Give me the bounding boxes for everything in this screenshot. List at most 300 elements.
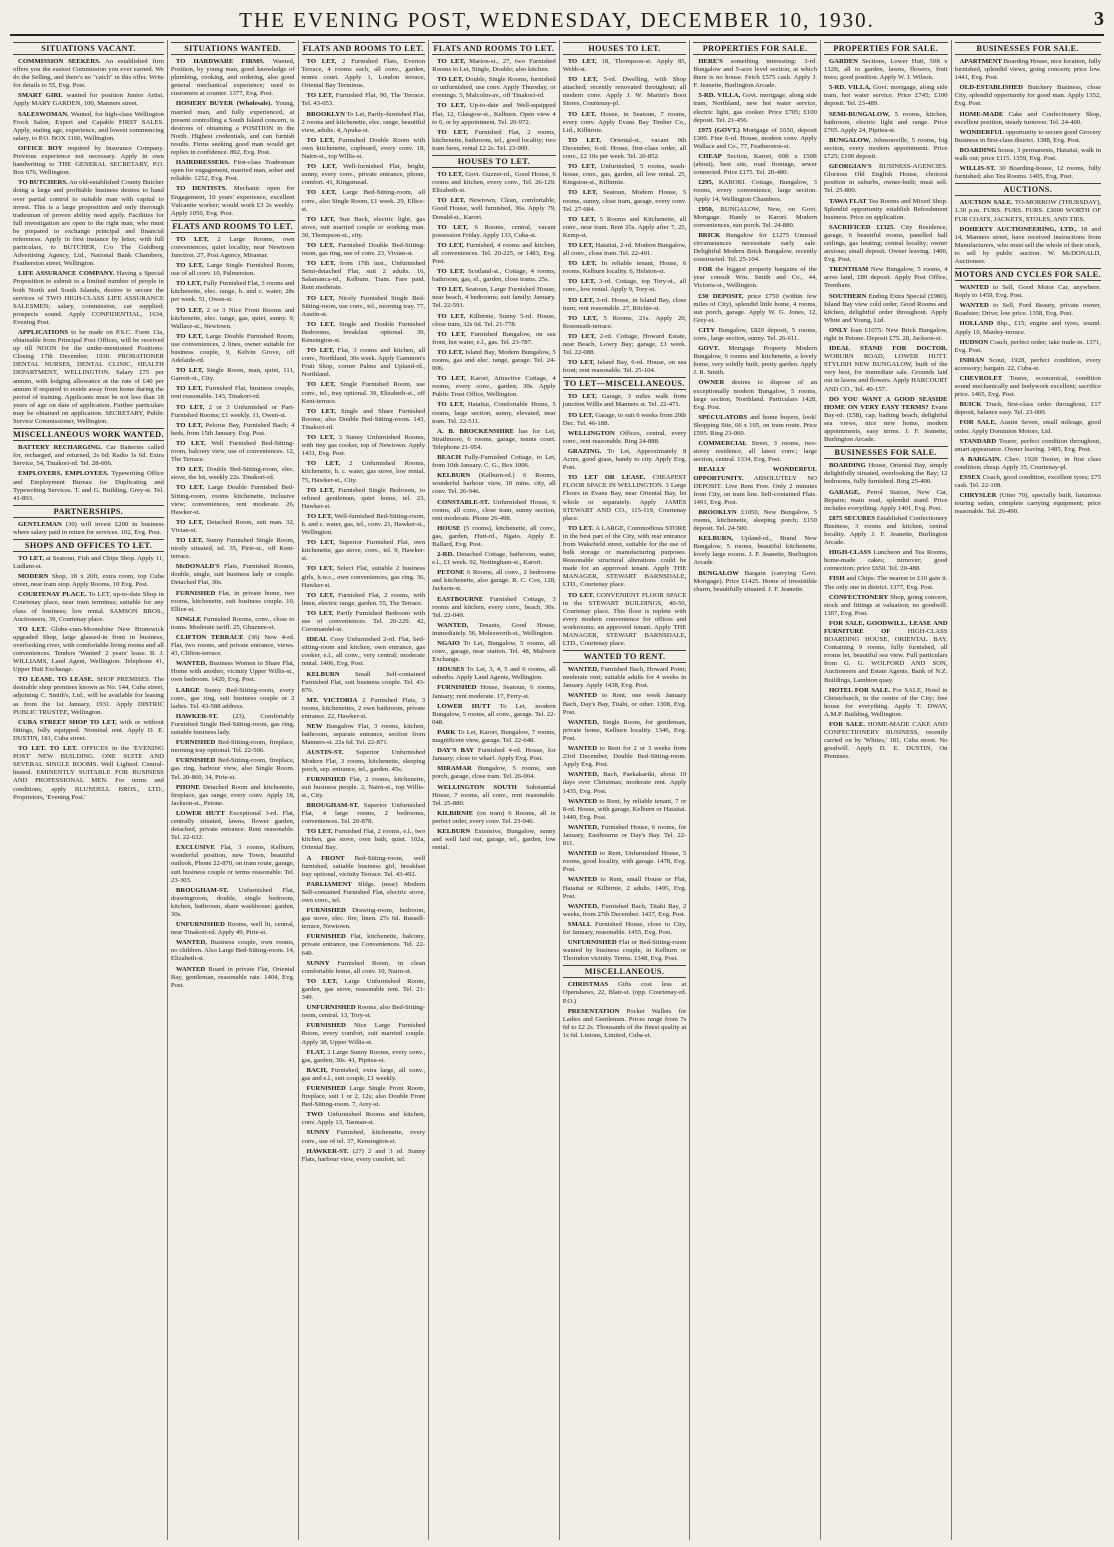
classified-ad [824, 198, 948, 222]
ad-lead: KELBURN [437, 472, 471, 480]
ad-body: Exceptional 3-rd. Flat, centrally situated, lawns, flower garden, detached, private entrance. Rent reasonable. Tel. 22-632. [170, 809, 295, 842]
ad-lead: TO LET, [306, 828, 333, 836]
section-heading: PROPERTIES FOR SALE. [693, 42, 817, 55]
classified-ad [302, 539, 426, 563]
ad-body: Furnished Double Room with own kitchenette, cupboard, every conv. 18, Nairn-st., top Willis-st. [301, 136, 426, 161]
classified-ad [432, 729, 556, 745]
section-heading: TO LET—MISCELLANEOUS. [564, 379, 685, 389]
ad-body: Garage, to suit 6 weeks from 20th Dec. Tel. 46-188. [562, 411, 687, 427]
ad-body: Furnished Rooms, conv., close to trams. Moderate tariff. 25, Ghuznee-st. [170, 615, 295, 631]
ad-lead: TRENTHAM [828, 266, 869, 274]
classified-ad [693, 153, 817, 177]
column-1 [10, 40, 168, 1540]
masthead-title: THE EVENING POST, WEDNESDAY, DECEMBER 10, 1930. [239, 8, 875, 32]
ad-lead: EMPLOYERS, EMPLOYEES. [18, 470, 109, 478]
ad-lead: MODERN [18, 573, 49, 581]
ad-lead: WONDERFUL [959, 128, 1004, 136]
ad-body: Hataitai, Comfortable Home, 5 rooms, large section, sunny, elevated, near tram. Tel. 22-511. [432, 401, 556, 425]
ad-body: Johnsonville, 5 rooms, big section, every modern appointment. Price £725; £100 deposit. [823, 136, 948, 161]
ad-lead: TO LET, [437, 197, 466, 205]
ad-body: Single Room, man, quiet, 111, Garrett-st., City. [170, 367, 295, 383]
ad-body: To Let, Partly-furnished Flat, 2 rooms and kitchenette, elec. range, beautiful view, adults. 4, Apuka-st. [301, 110, 426, 134]
ad-lead: TO LET, [567, 260, 597, 268]
ad-lead: HOUSES [437, 666, 465, 674]
classified-ad [955, 84, 1101, 108]
classified-ad [302, 260, 426, 292]
ad-lead: AUSTIN-ST. [306, 749, 344, 757]
ad-body: Govt. mortgage, along side tram, hot water service. Price £745; £100 deposit. Tel. 23-489. [823, 84, 948, 108]
ad-body: 30 Boarding-house, 12 rooms, fully furnished; also Tea Rooms. 1405, Evg. Post. [954, 165, 1101, 181]
ad-body: Drawing-room, bedroom, gas stove, elec. fire, linen. 27s 6d. Russell-terrace, Newtown. [301, 907, 426, 931]
section-heading: SHOPS AND OFFICES TO LET. [13, 539, 164, 552]
ad-body: An established firm offers you the easiest Commission you ever earned. We do the Selling, and there's no "catch" in this offer. Write for details to 55, Evg. Post. [13, 58, 164, 90]
ad-body: Superior Unfurnished Modern Flat, 3 rooms, kitchenette, sleeping porch, sep. entrance, tel., garden. 45s. [301, 749, 426, 773]
classified-ad [13, 521, 164, 537]
classified-ad [432, 703, 556, 727]
section-heading: FLATS AND ROOMS TO LET. [433, 44, 555, 53]
classified-ad [13, 329, 164, 426]
ad-body: Boarding House, nice location, fully furnished, splendid views, going concern; price low. 1441, Evg. Post. [954, 58, 1101, 82]
ad-body: to Rent, one week January Bach, Day's Bay, Titahi, or other. 1308, Evg. Post. [562, 692, 687, 716]
classified-ad [563, 333, 687, 357]
ad-lead: TO LET, [567, 58, 597, 65]
classified-ad [432, 242, 556, 266]
classified-ad [693, 293, 817, 325]
classified-ad [824, 489, 948, 513]
ad-body: A LARGE, Commodious STORE in the best part of the City, with rear entrance from Wakefield street, suitable for the use of bulk storage or manufacturing purposes. Reasonable structural alterations could be made for an approved tenant. Apply THE MANAGER, STEWART BARNSDALE, LTD., Courtenay place. [562, 524, 687, 589]
ad-body: Well Furnished Bed-Sitting-room, balcony view, use of conveniences. 12, The Terrace. [170, 439, 295, 464]
classified-ad [955, 226, 1101, 266]
classified-ad [955, 284, 1101, 300]
ad-lead: TO LET, [437, 268, 465, 276]
classified-ad [302, 408, 426, 432]
ad-lead: PRESENTATION [567, 1007, 620, 1015]
ad-body: To Let, Bungalow, 5 rooms, all conv., garage, near station. Tel. 48, Malvern Exchange. [432, 640, 556, 664]
ad-body: required by Insurance Company. Previous experience not necessary. Apply in own handwriting to THE GENERAL SECRETARY, P.O. Box 676, Wellington. [13, 144, 164, 177]
classified-ad [432, 76, 556, 100]
classified-ad [693, 440, 817, 464]
ad-body: 6 Rooms, all conv., 2 bedrooms and kitchenette, also garage. R. C. Cox, 128, Jackson-st. [432, 569, 556, 593]
ad-lead: WANTED [567, 850, 598, 858]
ad-body: BUNGALOW, New, on Govt. Mortgage. Handy to Karori. Modern conveniences, sun porch. Tel. 24-880. [693, 205, 817, 229]
classified-ad [171, 307, 295, 331]
ad-body: Up-to-date and Well-equipped Flat, 12, Glasgow-st., Kelburn. Open view 4 to 6, or by appointment. Tel. 20-972. [432, 102, 556, 126]
ad-lead: TO LET, [437, 76, 464, 84]
ad-lead: HERE'S [698, 58, 723, 65]
classified-ad [563, 798, 687, 822]
section-heading: FLATS AND ROOMS TO LET. [172, 221, 294, 231]
ad-lead: SMALL [567, 920, 592, 928]
classified-ad [563, 278, 687, 294]
ad-body: Gifts cost less at Openshaws, 22, Blair-st. (opp. Courtenay-rd. P.O.) [562, 981, 687, 1005]
classified-ad [693, 266, 817, 290]
ad-body: First-class Tradesman open for engagement, married man, sober and reliable. 1252, Evg. Post. [170, 159, 295, 183]
classified-ad [955, 129, 1101, 145]
ad-lead: DOHERTY AUCTIONEERING, LTD., [959, 225, 1077, 233]
classified-ad [13, 270, 164, 327]
ad-body: Ending Extra Special (£980), Island Bay view cold order, Good Rooms and kitchen, delightful order throughout. Apply White and Young, Ltd. [823, 292, 948, 324]
ad-body: Bed-Sitting-room, fireplace, morning tray optional. Tel. 22-506. [170, 739, 295, 755]
ad-lead: TO LET. TO LET. [18, 745, 78, 753]
ad-body: Globe-cum-Moonshine New Brunswick upgraded Shop, large glassed-in front in business, overlooking river, with comfortable living rooms and all conveniences. Tenders 'Wanted' 2 years' lease. B. J. WILLIAMS, Land Agent, Wellington. Telephone 41, Upper Hutt Exchange. [13, 625, 164, 674]
ad-lead: PHONE [175, 783, 200, 791]
ad-body: KARORI. Cottage, Bungalow, 3 rooms, every convenience, large section. Apply 14, Wellington Chambers. [693, 179, 817, 203]
ad-lead: PETONE [437, 569, 465, 577]
ad-body: Large Single Front Room, fireplace, suit 1 or 2, 12s; also Double Front Bed-Sitting-room. 7, Arey-st. [301, 1084, 426, 1109]
ad-lead: TO LET, [567, 189, 598, 197]
ad-body: For SALE, Hotel in Christchurch, in the centre of the City; free house for everything. Apply T. DWAY, A.M.P. Building, Wellington. [823, 686, 948, 718]
section-heading: MISCELLANEOUS WORK WANTED. [13, 430, 164, 440]
ad-body: Furnished Bach, Titahi Bay, 2 weeks, from 27th December. 1437, Evg. Post. [562, 902, 687, 918]
ad-body: Detached Room, suit man. 32, Vivian-st. [170, 518, 295, 534]
ad-body: loan £1075: New Brick Bungalow, right in Petone. Deposit £75. 28, Jackson-st. [823, 326, 948, 342]
classified-ad [563, 242, 687, 258]
ad-body: Evans Bay-rd. (£58), cap, bathing beach, delightful sea views, nice new home, modern appointments, easy terms. J. F. Jeanette, Burlington Arcade. [823, 403, 948, 444]
section-heading: WANTED TO RENT. [563, 650, 687, 663]
classified-ad [13, 745, 164, 802]
ad-body: 2 Large Rooms, own conveniences, quiet locality, near Newtown Junction. 27, Post Agency, Miramar. [170, 235, 295, 259]
ad-body: 2 Unfurnished Rooms, kitchenette, h. c. water, gas stove, low rental. 75, Hawker-st., City. [301, 460, 426, 484]
ad-lead: APARTMENT [959, 58, 1002, 65]
classified-ad [693, 58, 817, 90]
ad-body: 18, Thompson-st. Apply 85, Webb-st. [562, 58, 687, 74]
classified-ad [432, 810, 556, 826]
ad-lead: TO LET, [306, 407, 336, 415]
section-heading: FLATS AND ROOMS TO LET. [302, 44, 424, 53]
ad-lead: BOARDING [828, 462, 866, 470]
ad-lead: TO LET, [175, 262, 204, 270]
ad-body: Island Bay, 6-rd. House, on sea front; rent reasonable. Tel. 25-104. [562, 359, 687, 375]
ad-body: Mortgage of £650, deposit £300. Fine 6-rd. House, modern conv. Apply Wallace and Co., 77, Featherston-st. [693, 126, 817, 150]
ad-body: Furnished Flat, business couple, rent reasonable. 143, Tinakori-rd. [170, 385, 295, 401]
ad-body: Mortgage Property Modern Bungalow, 6 rooms and kitchenette, a lovely home, very solidly built, pretty garden. Apply J. R. Smith. [693, 345, 817, 377]
ad-lead: TO LET, [567, 163, 597, 171]
classified-ad [302, 610, 426, 634]
ad-lead: £950, [698, 205, 714, 213]
classified-ad [302, 828, 426, 852]
ad-body: Offices, central, every conv., rent reasonable. Ring 24-888. [562, 429, 687, 445]
ad-body: Rooms, well lit, central, near Tinakori-rd. Apply 49, Pirie-st. [170, 921, 295, 937]
ad-lead: £975 (GOVT.) [698, 126, 740, 134]
ad-lead: CHEVROLET [959, 375, 1003, 382]
classified-ad [432, 268, 556, 284]
classified-ad [302, 347, 426, 379]
page-number: 3 [1094, 8, 1104, 30]
ad-lead: TO LET, [175, 385, 203, 393]
ad-lead: WANTED, [567, 666, 599, 674]
ad-lead: TO BUTCHERS. [18, 179, 68, 187]
classified-ad [693, 232, 817, 264]
classified-ad [955, 147, 1101, 163]
section-heading: HOUSES TO LET. [563, 42, 687, 55]
classified-ad [302, 1067, 426, 1083]
ad-body: Flat, 2 rooms, kitchenette, suit business people. 2, Nairn-st., top Willis-st., City. [301, 775, 426, 799]
ad-body: HIGH-CLASS BOARDING HOUSE, ORIENTAL BAY. Containing 9 rooms, fully furnished, all rooms let, beautiful sea view. Full particulars from G. G. WOLFORD AND SON, Auctioneers and Estate Agents, Bank of N.Z. Buildings, Lambton quay. [823, 628, 948, 684]
ad-body: Well-furnished Bed-Sitting-room, h. and c. water, gas, tel., conv. 21, Hawker-st., Wellington. [301, 512, 426, 537]
classified-ad [563, 58, 687, 74]
ad-body: opportunity to secure good Grocery Business in first-class district. 1388, Evg. Post. [954, 128, 1101, 144]
classified-ad [432, 551, 556, 567]
ad-body: 2 Furnished Flats, 3 rooms, kitchenettes, 2 own bathroom, private entrance. 22, Hawker-st. [301, 696, 426, 721]
ad-lead: HOUSE [437, 524, 461, 532]
ad-lead: WANTED, [567, 823, 599, 831]
ad-body: ABSOLUTELY NO DEPOSIT. Live Rent Free. Only 2 minutes from City, on tram line. Self-contained Flats. 1491, Evg. Post. [693, 474, 817, 506]
ad-body: Furnished Flat, 2 rooms, with linen, electric range, garden. 55, The Terrace. [301, 591, 426, 607]
ad-lead: HIGH-CLASS [828, 549, 871, 557]
ad-lead: GENTLEMAN [18, 520, 62, 528]
ad-body: To LET, up-to-date Shop in Courtenay place, near tram terminus; suitable for any class of business; low rental. SAMSON BROS., Auctioneers, 39, Courtenay place. [13, 591, 164, 623]
ad-body: Scotland-st., Cottage, 4 rooms, bathroom, gas, el., garden, close trams. 25s. [432, 268, 556, 284]
classified-ad [302, 189, 426, 213]
ad-body: CONVENIENT FLOOR SPACE in the STEWART BUILDINGS, 40-50, Courtenay place. This floor is replete with every modern convenience for offices and workrooms; an approved tenant. Apply THE MANAGER, STEWART BARNSDALE, LTD., Courtenay place. [562, 591, 687, 648]
ad-lead: 5-RD. VILLA, [698, 92, 741, 100]
ad-lead: TO LET, [306, 294, 335, 302]
ad-lead: MIRAMAR [437, 765, 472, 773]
ad-lead: BUNGALOW, [828, 136, 871, 144]
classified-ad [824, 575, 948, 591]
ad-body: Established Confectionery Business, 3 rooms and kitchen, central locality. Apply J. F. Jeanette, Burlington Arcade. [823, 514, 948, 547]
classified-ad [693, 327, 817, 343]
classified-ad [563, 692, 687, 716]
ad-lead: TO LET, [437, 312, 466, 320]
classified-ad [302, 697, 426, 721]
section-heading: SITUATIONS WANTED. [171, 42, 295, 55]
ad-body: 2 Large Sunny Rooms, every conv., gas, garden; 30s. 41, Pipitea-st. [301, 1048, 426, 1064]
column-3 [299, 40, 430, 1540]
ad-lead: TO LET, [437, 348, 464, 356]
classified-ad [302, 723, 426, 747]
ad-lead: TO LET, [437, 286, 464, 294]
ad-body: House, Seatoun, 6 rooms, January; rent moderate. 17, Ferry-st. [432, 684, 556, 700]
classified-ad [693, 535, 817, 567]
ad-body: Garage, 3 miles walk from junction Willis and Manners st. Tel. 22-471. [562, 393, 687, 409]
ad-lead: FURNISHED [437, 684, 477, 692]
ad-body: Large Bed-Sitting-room, all conv., also Single Room, £1 week. 29, Ellice-st. [301, 189, 426, 213]
ad-lead: £295, [698, 179, 714, 187]
classified-ad [302, 381, 426, 405]
classified-ad [171, 634, 295, 658]
ad-lead: STANDARD [959, 437, 997, 445]
ad-lead: WELLINGTON SOUTH [437, 783, 517, 791]
classified-ad [432, 171, 556, 195]
ad-body: to be made on P.S.C. Form 13a, obtainable from Principal Post Offices, will be received up till NOON for the under-mentioned Positions: Closing 17th December, 1930. PROBATIONER DENTAL NURSES, DENTAL CLINIC, HEALTH DEPARTMENT, WELLINGTON. Salary £75 per annum, with lodging allowance at the rate of £40 per annum if required to reside away from home during the period of training. Applicants must be not less than 18 years of age on date of application. Further particulars may be obtained on application. SECRETARY, Public Service Commissioner, Wellington. [13, 329, 164, 426]
ad-body: Single and Share Furnished Rooms; also Double Bed-Sitting-room. 143, Tinakori-rd. [301, 407, 426, 431]
ad-body: To Let, Karori, Bungalow, 7 rooms, magnificent view, garage. Tel. 22-648. [432, 728, 556, 745]
ad-body: Car Batteries called for, recharged, and returned, 2s 6d; Radio 1s 6d. Extra Service, 54, Tinakori-rd. Tel. 28-606. [13, 444, 164, 468]
classified-ad [563, 359, 687, 375]
ad-body: Shop, going concern, stock and fittings at valuation; no goodwill. 1307, Evg. Post. [823, 593, 948, 617]
section-heading: MOTORS AND CYCLES FOR SALE. [954, 270, 1101, 280]
classified-ad [432, 640, 556, 664]
classified-ad [955, 401, 1101, 417]
classified-ad [171, 236, 295, 260]
ad-body: Flat, in private home, two rooms, kitchenette, suit business couple. 10, Ellice-st. [170, 589, 295, 613]
classified-ad [171, 713, 295, 737]
ad-lead: FURNISHED [306, 933, 346, 941]
ad-lead: AUCTION SALE. [959, 199, 1013, 207]
classified-ad [171, 404, 295, 420]
ad-lead: KELBURN, [698, 535, 734, 543]
ad-body: Superior Furnished Flat, own kitchenette, gas stove, conv., tel. 9, Hawker-st. [301, 539, 426, 563]
classified-ad [171, 440, 295, 464]
ad-lead: WANTED, [437, 621, 469, 629]
ad-body: Furnished Bungalow, on sea front, hot water, e.l., gas. Tel. 23-787. [432, 330, 556, 346]
ad-body: Furnished Room, in clean comfortable home, all conv. 10, Nairn-st. [301, 959, 426, 975]
ad-lead: CONFECTIONERY [828, 593, 889, 601]
classified-ad [13, 444, 164, 468]
ad-body: (30) will invest £200 in business where salary paid in return for services. 102, Evg. Post. [13, 520, 164, 536]
ad-body: Sunny Furnished Single Room, nicely situated, tel. 35, Pirie-st., off Kent-terrace. [170, 536, 295, 561]
ad-body: Substantial House, 7 rooms, all conv., rent reasonable. Tel. 25-880. [432, 783, 556, 807]
classified-ad [302, 1129, 426, 1145]
ad-lead: TO LET, [306, 189, 337, 197]
classified-ad [955, 456, 1101, 472]
ad-lead: IDEAL STAND FOR DOCTOR. [828, 345, 948, 353]
ad-lead: WANTED [567, 692, 598, 700]
ad-lead: TO LET, [567, 241, 594, 249]
ad-lead: TO LET, [175, 484, 204, 492]
classified-ad [432, 569, 556, 593]
classified-ad [432, 472, 556, 496]
ad-lead: WANTED, [175, 939, 207, 947]
ad-body: Bungalow, £820 deposit, 5 rooms, conv., large section, sunny. Tel. 26-611. [693, 326, 817, 342]
ad-body: Karori, Attractive Cottage, 4 rooms, every conv., garden; 30s. Apply Public Trust Office, Wellington. [432, 375, 556, 399]
ad-body: Street, 3 rooms, two-storey residence, all latest conv.; large section, central. 1334, Evg. Post. [693, 440, 817, 464]
classified-ad [13, 145, 164, 177]
ad-lead: FURNISHED [306, 1084, 346, 1092]
classified-ad [563, 393, 687, 409]
classified-ad [563, 474, 687, 523]
ad-lead: TO LET, [437, 171, 464, 179]
classified-ad [563, 163, 687, 187]
classified-ad [171, 784, 295, 808]
classified-ad [955, 320, 1101, 336]
ad-body: Sun Back, electric light, gas stove, suit married couple or working man. 30, Thompson-st., city. [301, 215, 426, 239]
ad-lead: TO LET, [175, 403, 205, 411]
classified-ad [171, 262, 295, 278]
ad-body: Large Double Furnished Bed-Sitting-room, rooms kitchenette, inclusive view; conveniences, rent moderate. 26, Hawker-st. [170, 484, 295, 516]
ad-body: Double Bed-Sitting-room, elec. stove, the lot, weekly 22s. Tinakori-rd. [170, 466, 295, 482]
ad-lead: McDONALD'S [175, 563, 220, 571]
ad-lead: FOR SALE, [959, 419, 997, 427]
classified-ad [563, 525, 687, 590]
ad-lead: LOWER HUTT [175, 809, 225, 817]
ad-body: In reliable tenant, House, 6 rooms, Kelburn locality. 6, Helston-st. [562, 260, 687, 276]
ad-body: Large Single Furnished Room, use of all conv. 10, Palmerston. [170, 262, 295, 278]
classified-ad [302, 111, 426, 135]
ad-lead: CONSTABLE-ST. [437, 498, 490, 506]
ad-body: Furnished Flat, 2 rooms, e.l., two kitchen, gas stove, own bath, quiet. 102a, Oriental Bay. [301, 828, 426, 852]
classified-ad [563, 666, 687, 690]
ad-body: WOBURN ROAD, LOWER HUTT. STYLISH NEW BUNGALOW, built of the very best, for immediate sale. Grounds laid out in lawns and flowers. Apply HARCOURT AND CO., Tel. 40-157. [823, 353, 948, 393]
classified-ad [171, 422, 295, 438]
classified-ad [432, 622, 556, 638]
ad-lead: TO LET, [306, 486, 335, 494]
ad-body: (5 rooms), kitchenette, all conv., gas, garden, Hutt-rd., Ngaio. Apply E. Ballard, Evg. Post. [432, 524, 556, 548]
classified-ad [13, 111, 164, 143]
ad-body: Detached Cottage, bathroom, water, e.l., £1 week. 92, Nottingham-st., Karori. [432, 551, 556, 567]
ad-body: Select Flat, suitable 2 business girls, h.w.c., own conveniences, gas ring. 36, Hawker-st. [301, 565, 426, 589]
classified-ad [171, 484, 295, 516]
ad-body: To Let, modern Bungalow, 5 rooms, all conv., garage. Tel. 22-048. [432, 702, 556, 726]
ad-body: Coach, good condition, excellent tyres; £75 cash. Tel. 22-108. [954, 474, 1101, 490]
ad-body: CHEAPEST FLOOR SPACE IN WELLINGTON. 3 Large Floors in Evans Bay, near Oriental Bay, let whole or separately. Apply JAMES STEWART AND CO., 115-119, Courtenay place. [562, 474, 687, 522]
ad-lead: FOR [698, 266, 713, 274]
ad-body: Chev. 1928 Tourer, in first class condition; cheap. Apply 35, Courtenay-pl. [954, 455, 1101, 471]
ad-lead: A BARGAIN. [959, 455, 1002, 463]
ad-body: Bargain (carrying Govt. Mortgage). Price £1425. Home of irresistible charm, beautifully situated. J. F. Jeanette. [693, 569, 817, 593]
ad-lead: CUBA STREET SHOP TO LET, [18, 718, 117, 726]
ad-body: Furnished Bach, Howard Point; moderate rent; suitable adults for 4 weeks in January. Apply 1438, Evg. Post. [562, 666, 687, 690]
ad-body: Furnished Flat, 2 rooms, kitchenette, bathroom, tel., good locality; two tram fares, rental £2 2s. Tel. 23-909. [432, 128, 556, 152]
ad-lead: FURNISHED [306, 775, 346, 783]
classified-ad [171, 660, 295, 684]
ad-lead: WANTED [567, 797, 598, 805]
ad-body: with or without fittings, fully equipped. Nominal rent. Apply D. E. DUSTIN, 181, Cuba street. [13, 718, 164, 742]
ad-lead: WANTED, [567, 771, 599, 779]
classified-ad [693, 206, 817, 230]
ad-body: (Kelburn-rd.) 6 Rooms, wonderful harbour view, 10 mins. city, all conv. Tel. 26-946. [432, 472, 556, 496]
classified-ad [824, 58, 948, 82]
ad-body: has for Let, Strathmore, 6 rooms, garage, tennis court. Telephone 21-954. [432, 427, 556, 451]
ad-body: Furnished 4-rd. House, for January; close to wharf. Apply Evg. Post. [432, 747, 556, 763]
classified-ad [302, 776, 426, 800]
ad-lead: GEORGIAN'S [828, 163, 872, 171]
ad-body: House, in Seatoun, 7 rooms, every conv. Apply Evans Bay Timber Co., Ltd., Kilbirnie. [562, 110, 687, 134]
ad-body: Superior Unfurnished Flat, 4 large rooms, 2 bedrooms, conveniences. Tel. 20-878. [301, 801, 426, 826]
classified-ad [171, 616, 295, 632]
column-7 [821, 40, 952, 1540]
ad-lead: BROOKLYN [306, 110, 345, 118]
classified-ad [824, 84, 948, 108]
ad-lead: WANTED [959, 302, 989, 310]
column-6 [690, 40, 821, 1540]
ad-body: SHOP PREMISES. The desirable shop premises known as No. 144, Cuba street, adjoining C. Smith's, Ltd., will be available for leasing as from the 1st January, 1931. Apply DISTRIC PUBLIC TRUSTEE, Wellington. [13, 676, 164, 716]
classified-ad [171, 519, 295, 535]
classified-ad [955, 438, 1101, 454]
classified-ad [563, 876, 687, 900]
classified-ad [302, 671, 426, 695]
classified-ad [432, 102, 556, 126]
ad-lead: FLAT, [306, 1048, 326, 1056]
classified-ad [171, 590, 295, 614]
classified-ad [171, 537, 295, 561]
ad-lead: ONLY [828, 326, 848, 334]
ad-lead: OWNER [698, 379, 725, 387]
ad-body: City Residence, garage, 6 beautiful rooms, panelled hall ceilings, gas heating; central locality; owner anxious; small deposit. Owner leaving. 1400, Evg. Post. [823, 223, 948, 264]
classified-ad [302, 881, 426, 905]
ad-lead: BROUGHAM-ST. [175, 886, 229, 894]
ad-body: Furnished Flat, 90, The Terrace. Tel. 43-053. [301, 92, 426, 108]
ad-lead: COMMISSION SEEKERS. [18, 58, 101, 65]
ad-lead: CHEAP [698, 153, 722, 161]
classified-ad [824, 594, 948, 618]
ad-body: Board in private Flat, Oriental Bay, gentleman, reasonable rate. 1404, Evg. Post. [170, 965, 295, 989]
ad-body: Rooms, also Bed-Sitting-room, central. 13, Tory-st. [301, 1004, 426, 1020]
classified-ad [13, 719, 164, 743]
classified-ad [563, 939, 687, 963]
classified-ad [693, 127, 817, 151]
ad-body: Kilbirnie, Sunny 5-rd. House, close tram, 32s 6d. Tel. 21-778. [432, 312, 556, 328]
ad-body: Partly Furnished Bedroom with use of conveniences. Tel. 20-229. 42, Coromandel-st. [301, 609, 426, 634]
classified-ad [824, 620, 948, 685]
ad-lead: SALESWOMAN. [18, 110, 69, 118]
classified-ad [13, 92, 164, 108]
ad-lead: PARK [437, 728, 456, 736]
ad-lead: TO LET, [175, 421, 203, 429]
ad-body: Tea Rooms and Mixed Shop. Splendid opportunity establish Refreshment business. Price on application. [823, 197, 948, 221]
classified-ad [13, 555, 164, 571]
